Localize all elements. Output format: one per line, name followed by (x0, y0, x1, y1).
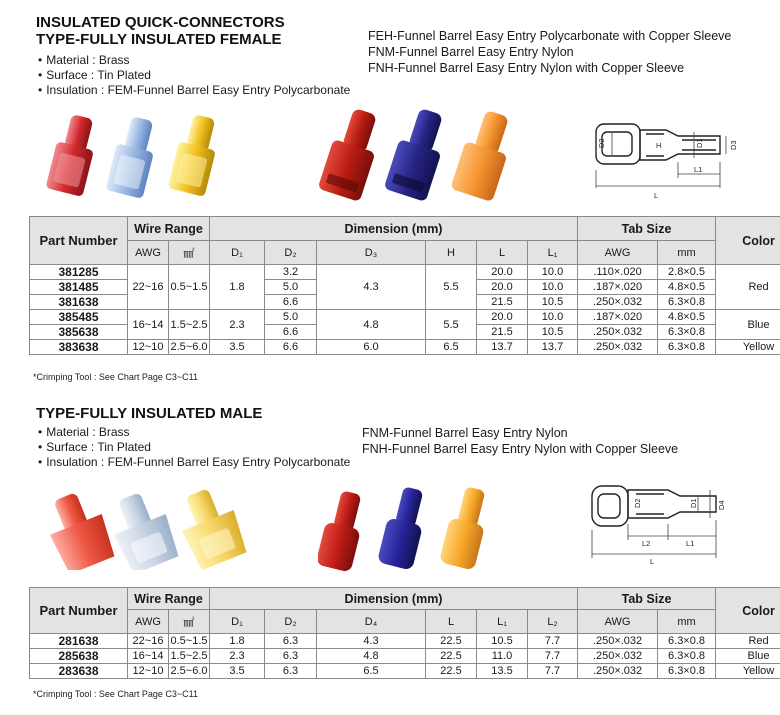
d2-cell: 5.0 (265, 310, 317, 325)
mm2-cell: 1.5~2.5 (169, 310, 210, 340)
l-cell: 13.7 (477, 340, 528, 355)
color-cell: Red (716, 634, 780, 649)
diagram-label-l1: L1 (686, 539, 695, 548)
header-tab-awg: AWG (578, 610, 658, 634)
table-row (30, 340, 780, 355)
awg-cell: 16~14 (128, 649, 169, 664)
yellow-male-connector (439, 486, 493, 571)
spec-material: • Material : Brass (38, 53, 350, 68)
color-cell: Blue (716, 649, 780, 664)
blue-female-connector (384, 108, 453, 202)
diagram-label-l2: L2 (642, 539, 651, 548)
header-l: L (477, 241, 528, 265)
part-number: 381285 (30, 265, 128, 280)
d2-cell: 3.2 (265, 265, 317, 280)
part-number: 385638 (30, 325, 128, 340)
header-tab-size: Tab Size (578, 217, 716, 241)
tab-awg-cell: .250×.032 (578, 295, 658, 310)
header-l2: L₂ (528, 610, 578, 634)
l2-cell: 7.7 (528, 664, 578, 679)
tab-mm-cell: 6.3×0.8 (658, 664, 716, 679)
tab-awg-cell: .250×.032 (578, 340, 658, 355)
female-title-block (36, 14, 285, 48)
male-spec-list (38, 425, 350, 470)
color-cell: Red (716, 265, 780, 310)
male-clear-connectors-photo (44, 480, 250, 570)
female-spec-list (38, 53, 350, 98)
male-title: TYPE-FULLY INSULATED MALE (36, 405, 263, 422)
diagram-label-d3: D3 (729, 140, 738, 150)
header-mm2: ㎟ (169, 610, 210, 634)
tab-mm-cell: 6.3×0.8 (658, 634, 716, 649)
spec-insulation: • Insulation : FEM-Funnel Barrel Easy Entry Polycarbonate (38, 455, 350, 470)
clear-blue-female-connector (105, 114, 161, 199)
part-number: 283638 (30, 664, 128, 679)
variant-fnm: FNM-Funnel Barrel Easy Entry Nylon (362, 426, 568, 440)
header-d4: D₄ (317, 610, 426, 634)
awg-cell: 22~16 (128, 634, 169, 649)
spec-insulation: • Insulation : FEM-Funnel Barrel Easy Entry Polycarbonate (38, 83, 350, 98)
tab-mm-cell: 2.8×0.5 (658, 265, 716, 280)
l-cell: 20.0 (477, 280, 528, 295)
d2-cell: 6.3 (265, 634, 317, 649)
d2-cell: 6.3 (265, 664, 317, 679)
table-row (30, 310, 780, 325)
d1-cell: 3.5 (210, 340, 265, 355)
female-clear-connectors-photo (44, 112, 240, 202)
l-cell: 22.5 (426, 649, 477, 664)
l-cell: 22.5 (426, 664, 477, 679)
l-cell: 20.0 (477, 265, 528, 280)
tab-mm-cell: 6.3×0.8 (658, 340, 716, 355)
diagram-label-l1: L1 (694, 165, 703, 174)
awg-cell: 12~10 (128, 340, 169, 355)
tab-mm-cell: 6.3×0.8 (658, 649, 716, 664)
header-tab-size: Tab Size (578, 588, 716, 610)
header-tab-mm: mm (658, 610, 716, 634)
male-solid-connectors-photo (318, 486, 498, 576)
l1-cell: 11.0 (477, 649, 528, 664)
d1-cell: 1.8 (210, 634, 265, 649)
header-d1: D₁ (210, 241, 265, 265)
awg-cell: 16~14 (128, 310, 169, 340)
mm2-cell: 2.5~6.0 (170, 341, 208, 353)
part-number: 385485 (30, 310, 128, 325)
d1-cell: 1.8 (210, 265, 265, 310)
l1-cell: 10.5 (528, 295, 578, 310)
clear-yellow-male-connector (171, 482, 250, 570)
d1-cell: 2.3 (210, 310, 265, 340)
part-number: 281638 (30, 634, 128, 649)
female-variant-list (368, 28, 731, 76)
awg-cell: 12~10 (128, 664, 169, 679)
h-cell: 5.5 (426, 265, 477, 310)
table-row (30, 664, 780, 679)
header-mm2: ㎟ (169, 241, 210, 265)
header-l1: L₁ (528, 241, 578, 265)
header-tab-mm: mm (658, 241, 716, 265)
red-male-connector (318, 488, 369, 572)
variant-fnm: FNM-Funnel Barrel Easy Entry Nylon (368, 45, 574, 59)
h-cell: 6.5 (426, 340, 477, 355)
header-l1: L₁ (477, 610, 528, 634)
l1-cell: 10.0 (528, 265, 578, 280)
header-d3: D₃ (317, 241, 426, 265)
d2-cell: 5.0 (265, 280, 317, 295)
header-part-number: Part Number (30, 588, 128, 634)
header-h: H (426, 241, 477, 265)
l-cell: 20.0 (477, 310, 528, 325)
blue-male-connector (377, 486, 431, 571)
l2-cell: 7.7 (528, 634, 578, 649)
d2-cell: 6.6 (265, 325, 317, 340)
d2-cell: 6.6 (265, 295, 317, 310)
header-dimension: Dimension (mm) (210, 588, 578, 610)
d1-cell: 3.5 (210, 664, 265, 679)
tab-awg-cell: .250×.032 (578, 634, 658, 649)
header-wire-range: Wire Range (128, 217, 210, 241)
header-wire-range: Wire Range (128, 588, 210, 610)
tab-mm-cell: 6.3×0.8 (658, 295, 716, 310)
tab-mm-cell: 4.8×0.5 (658, 280, 716, 295)
mm2-cell: 2.5~6.0 (170, 665, 208, 677)
d4-cell: 4.8 (317, 649, 426, 664)
spec-surface: • Surface : Tin Plated (38, 440, 350, 455)
tab-awg-cell: .187×.020 (578, 310, 658, 325)
spec-material: • Material : Brass (38, 425, 350, 440)
female-crimping-note: *Crimping Tool : See Chart Page C3~C11 (33, 372, 199, 382)
l1-cell: 10.0 (528, 310, 578, 325)
header-tab-awg: AWG (578, 241, 658, 265)
diagram-label-d4: D4 (717, 500, 726, 510)
d1-cell: 2.3 (210, 649, 265, 664)
l1-cell: 10.5 (528, 325, 578, 340)
tab-awg-cell: .250×.032 (578, 325, 658, 340)
l-cell: 22.5 (426, 634, 477, 649)
female-subtitle: TYPE-FULLY INSULATED FEMALE (36, 31, 282, 48)
male-crimping-note: *Crimping Tool : See Chart Page C3~C11 (33, 689, 199, 699)
part-number: 383638 (30, 340, 128, 355)
l1-cell: 10.0 (528, 280, 578, 295)
clear-yellow-female-connector (167, 112, 223, 197)
diagram-label-l: L (650, 557, 655, 566)
tab-awg-cell: .187×.020 (578, 280, 658, 295)
clear-red-female-connector (45, 112, 101, 197)
part-number: 381638 (30, 295, 128, 310)
orange-female-connector (450, 108, 518, 202)
variant-fnh: FNH-Funnel Barrel Easy Entry Nylon with Copper Sleeve (362, 442, 679, 456)
tab-awg-cell: .250×.032 (578, 664, 658, 679)
d3-cell: 6.0 (317, 340, 426, 355)
red-female-connector (318, 108, 387, 202)
l-cell: 21.5 (477, 295, 528, 310)
variant-fnh: FNH-Funnel Barrel Easy Entry Nylon with Copper Sleeve (368, 61, 685, 75)
tab-mm-cell: 4.8×0.5 (658, 310, 716, 325)
d3-cell: 4.3 (317, 265, 426, 310)
d3-cell: 4.8 (317, 310, 426, 340)
diagram-label-d1: D1 (689, 498, 698, 508)
diagram-label-h: H (656, 141, 662, 150)
mm2-cell: 0.5~1.5 (170, 635, 208, 647)
l-cell: 21.5 (477, 325, 528, 340)
variant-feh: FEH-Funnel Barrel Easy Entry Polycarbonate with Copper Sleeve (368, 29, 732, 43)
table-row (30, 634, 780, 649)
female-spec-table (29, 216, 780, 355)
awg-cell: 22~16 (128, 265, 169, 310)
part-number: 285638 (30, 649, 128, 664)
spec-surface: • Surface : Tin Plated (38, 68, 350, 83)
table-row (30, 649, 780, 664)
diagram-label-l: L (654, 191, 659, 200)
header-awg: AWG (128, 241, 169, 265)
header-l: L (426, 610, 477, 634)
color-cell: Yellow (716, 340, 780, 355)
header-color: Color (716, 217, 780, 265)
l2-cell: 7.7 (528, 649, 578, 664)
part-number: 381485 (30, 280, 128, 295)
tab-mm-cell: 6.3×0.8 (658, 325, 716, 340)
header-d2: D₂ (265, 241, 317, 265)
clear-red-male-connector (44, 486, 118, 570)
h-cell: 5.5 (426, 310, 477, 340)
page-title: INSULATED QUICK-CONNECTORS (36, 14, 285, 31)
l1-cell: 13.7 (528, 340, 578, 355)
d2-cell: 6.3 (265, 649, 317, 664)
header-awg: AWG (128, 610, 169, 634)
d2-cell: 6.6 (265, 340, 317, 355)
female-dimension-diagram (590, 118, 755, 210)
diagram-label-d1: D1 (695, 138, 704, 148)
diagram-label-d2: D2 (633, 498, 642, 508)
header-dimension: Dimension (mm) (210, 217, 578, 241)
l1-cell: 13.5 (477, 664, 528, 679)
clear-blue-male-connector (103, 486, 183, 570)
table-row (30, 265, 780, 280)
tab-awg-cell: .250×.032 (578, 649, 658, 664)
diagram-label-d2: D2 (597, 138, 606, 148)
color-cell: Yellow (716, 664, 780, 679)
header-color: Color (716, 588, 780, 634)
male-dimension-diagram (586, 476, 751, 568)
header-part-number: Part Number (30, 217, 128, 265)
l1-cell: 10.5 (477, 634, 528, 649)
male-variant-list (362, 425, 678, 457)
header-d1: D₁ (210, 610, 265, 634)
female-solid-connectors-photo (318, 108, 518, 204)
mm2-cell: 0.5~1.5 (169, 265, 210, 310)
mm2-cell: 1.5~2.5 (170, 650, 208, 662)
tab-awg-cell: .110×.020 (578, 265, 658, 280)
header-d2: D₂ (265, 610, 317, 634)
d4-cell: 6.5 (317, 664, 426, 679)
color-cell: Blue (716, 310, 780, 340)
male-spec-table (29, 587, 780, 679)
d4-cell: 4.3 (317, 634, 426, 649)
